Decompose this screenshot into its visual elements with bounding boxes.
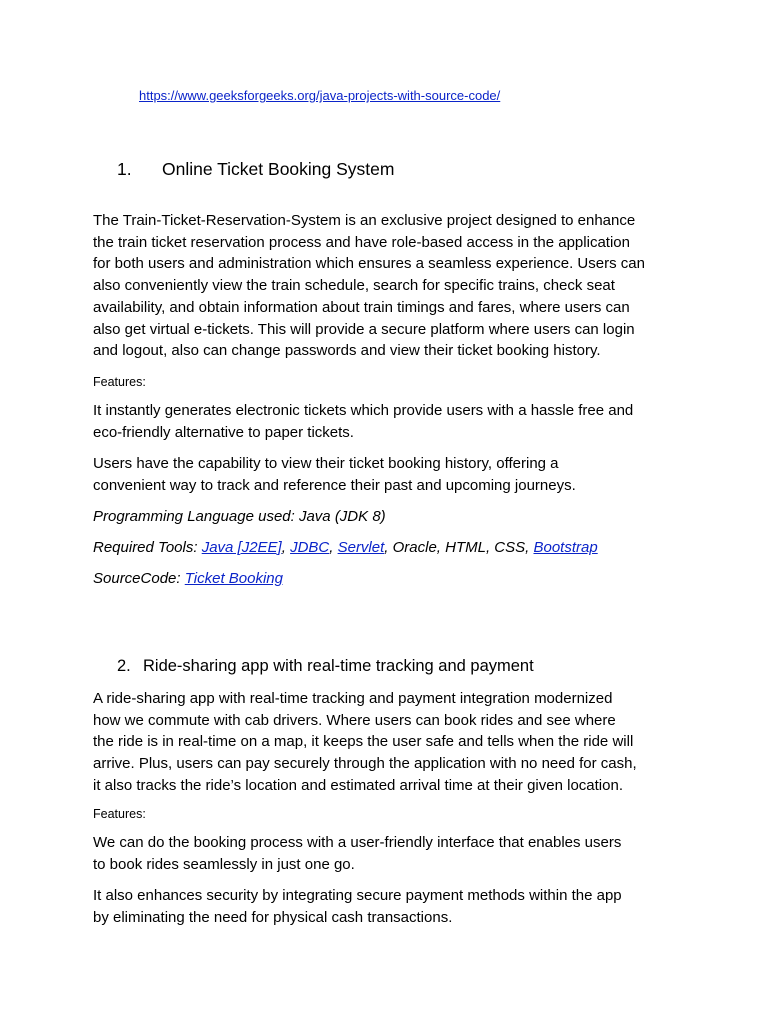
required-tools-line bbox=[93, 537, 683, 559]
section-title: Online Ticket Booking System bbox=[162, 159, 395, 179]
text-line: for both users and administration which ensures a seamless experience. Users can bbox=[93, 255, 645, 273]
features-label: Features: bbox=[93, 807, 146, 821]
text-line: We can do the booking process with a user-friendly interface that enables users bbox=[93, 834, 622, 851]
text-line: how we commute with cab drivers. Where users can book rides and see where bbox=[93, 711, 616, 729]
required-tools-label: Required Tools: bbox=[93, 539, 202, 556]
section-heading-1 bbox=[117, 158, 394, 180]
text-line: by eliminating the need for physical cash transactions. bbox=[93, 908, 453, 926]
tools-plain-list: , Oracle, HTML, CSS, bbox=[384, 539, 534, 556]
text-line: eco-friendly alternative to paper tickets. bbox=[93, 423, 354, 441]
tools-separator: , bbox=[281, 539, 291, 556]
text-line: the ride is in real-time on a map, it keeps the user safe and tells when the ride will bbox=[93, 733, 634, 751]
text-line: It instantly generates electronic tickets which provide users with a hassle free and bbox=[93, 402, 634, 419]
section-1-feature-2 bbox=[93, 453, 683, 496]
section-2-description bbox=[93, 688, 683, 797]
features-label: Features: bbox=[93, 375, 146, 389]
section-2-feature-1 bbox=[93, 832, 683, 875]
text-line: and logout, also can change passwords and view their ticket booking history. bbox=[93, 342, 601, 360]
text-line: it also tracks the ride’s location and estimated arrival time at their given location. bbox=[93, 776, 623, 794]
programming-language-line bbox=[93, 506, 683, 528]
text-line: availability, and obtain information about train timings and fares, where users can bbox=[93, 298, 630, 316]
section-1-feature-1 bbox=[93, 400, 683, 443]
text-line: also get virtual e-tickets. This will provide a secure platform where users can login bbox=[93, 320, 635, 338]
programming-language: Programming Language used: Java (JDK 8) bbox=[93, 508, 386, 525]
java-j2ee-link[interactable]: Java [J2EE] bbox=[201, 539, 282, 556]
text-line: The Train-Ticket-Reservation-System is an exclusive project designed to enhance bbox=[93, 212, 636, 229]
bootstrap-link[interactable]: Bootstrap bbox=[533, 539, 598, 556]
text-line: to book rides seamlessly in just one go. bbox=[93, 855, 355, 873]
text-line: arrive. Plus, users can pay securely through the application with no need for cash, bbox=[93, 755, 637, 773]
source-code-line bbox=[93, 568, 683, 590]
section-1-description bbox=[93, 210, 683, 362]
source-code-label: SourceCode: bbox=[93, 570, 185, 587]
text-line: convenient way to track and reference their past and upcoming journeys. bbox=[93, 476, 576, 494]
text-line: also conveniently view the train schedule, search for specific trains, check seat bbox=[93, 277, 615, 295]
reference-link[interactable]: https://www.geeksforgeeks.org/java-projects-with-source-code/ bbox=[139, 88, 501, 103]
text-line: A ride-sharing app with real-time tracking and payment integration modernized bbox=[93, 690, 613, 707]
ticket-booking-link[interactable]: Ticket Booking bbox=[184, 570, 283, 587]
text-line: the train ticket reservation process and have role-based access in the application bbox=[93, 233, 630, 251]
jdbc-link[interactable]: JDBC bbox=[290, 539, 330, 556]
text-line: It also enhances security by integrating secure payment methods within the app bbox=[93, 887, 622, 904]
section-2-feature-2 bbox=[93, 885, 683, 928]
tools-separator: , bbox=[329, 539, 338, 556]
section-heading-2 bbox=[117, 655, 534, 677]
section-number: 2. bbox=[117, 657, 131, 675]
section-title: Ride-sharing app with real-time tracking and payment bbox=[143, 657, 534, 675]
section-number: 1. bbox=[117, 159, 132, 179]
servlet-link[interactable]: Servlet bbox=[337, 539, 385, 556]
text-line: Users have the capability to view their ticket booking history, offering a bbox=[93, 455, 559, 472]
